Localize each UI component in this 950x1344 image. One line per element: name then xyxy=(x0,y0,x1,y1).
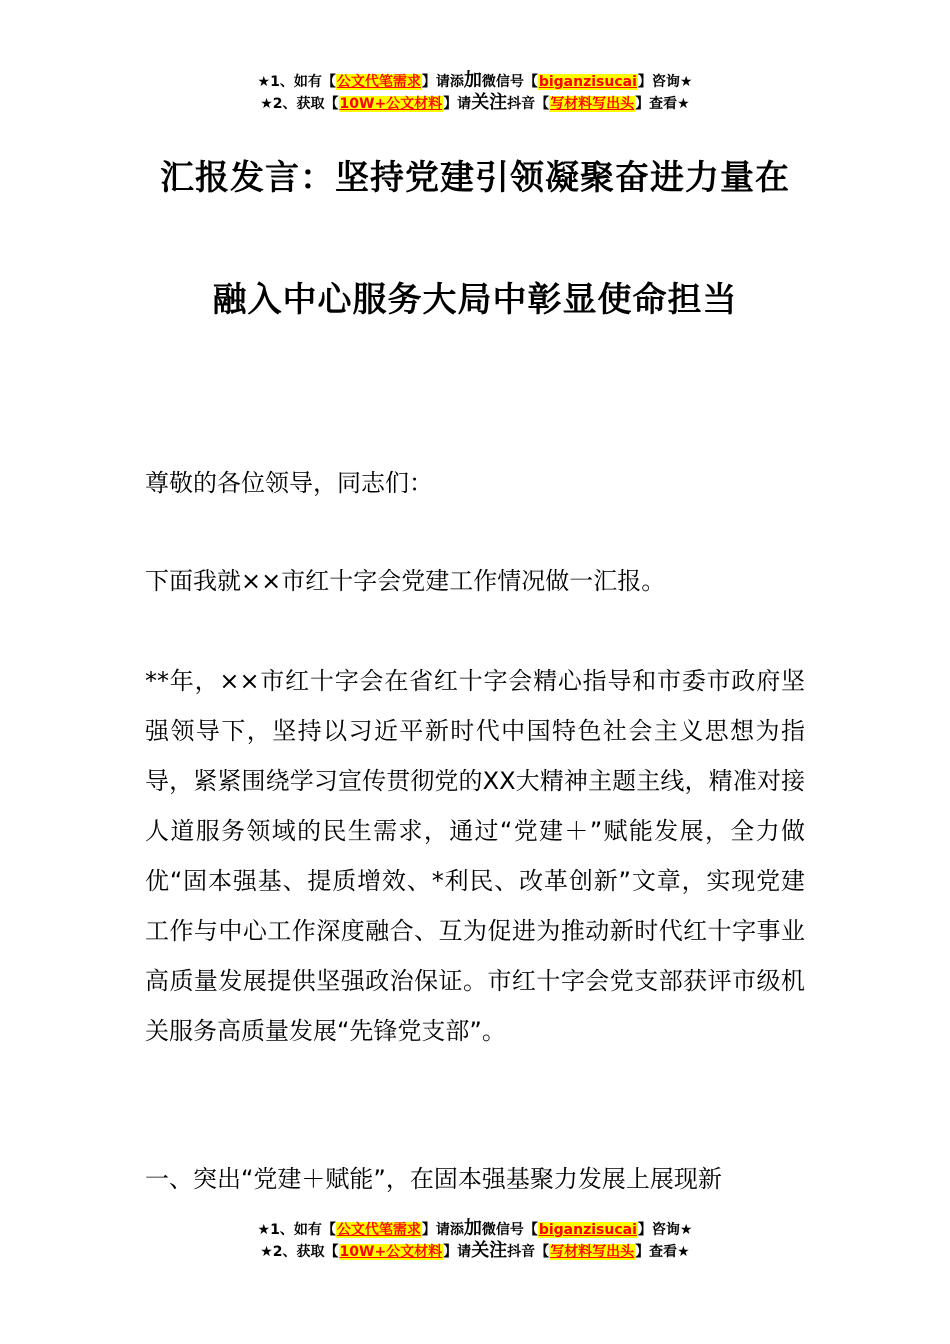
promo-line-1: ★1、如有【公文代笔需求】请添加微信号【biganzisucai】咨询★ xyxy=(257,70,693,91)
document-title-line-2: 融入中心服务大局中彰显使命担当 xyxy=(212,280,738,320)
promo-line-2: ★2、获取【10W+公文材料】请关注抖音【写材料写出头】查看★ xyxy=(260,92,690,113)
document-title-line-1: 汇报发言：坚持党建引领凝聚奋进力量在 xyxy=(160,158,790,198)
promo-line-1: ★1、如有【公文代笔需求】请添加微信号【biganzisucai】咨询★ xyxy=(257,1218,693,1239)
intro-paragraph: 下面我就××市红十字会党建工作情况做一汇报。 xyxy=(145,567,666,595)
promo-highlight: 公文代笔需求 xyxy=(336,74,421,90)
body-paragraph: **年，××市红十字会在省红十字会精心指导和市委市政府坚强领导下，坚持以习近平新时代中国特色社会主义思想为指导，紧紧围绕学习宣传贯彻党的XX大精神主题主线，精准对接人道服务领域的民生需求，通过“党建＋”赋能发展，全力做优“固本强基、提质增效、*利民、改革创新”文章，实现党建工作与中心工作深度融合、互为促进为推动新时代红十字事业高质量发展提供坚强政治保证。市红十字会党支部获评市级机关服务高质量发展“先锋党支部”。 xyxy=(145,667,805,1045)
promo-line-2: ★2、获取【10W+公文材料】请关注抖音【写材料写出头】查看★ xyxy=(260,1240,690,1261)
bottom-promo-banner xyxy=(0,1218,950,1262)
section-heading: 一、突出“党建＋赋能”，在固本强基聚力发展上展现新 xyxy=(145,1165,722,1193)
greeting: 尊敬的各位领导，同志们： xyxy=(145,469,433,497)
douyin-id-highlight: 写材料写出头 xyxy=(550,1244,635,1260)
douyin-id-highlight: 写材料写出头 xyxy=(550,96,635,112)
wechat-id-highlight: biganzisucai xyxy=(538,74,637,90)
top-promo-banner xyxy=(0,70,950,114)
promo-highlight: 10W+公文材料 xyxy=(339,1244,443,1260)
promo-highlight: 10W+公文材料 xyxy=(339,96,443,112)
wechat-id-highlight: biganzisucai xyxy=(538,1222,637,1238)
promo-highlight: 公文代笔需求 xyxy=(336,1222,421,1238)
